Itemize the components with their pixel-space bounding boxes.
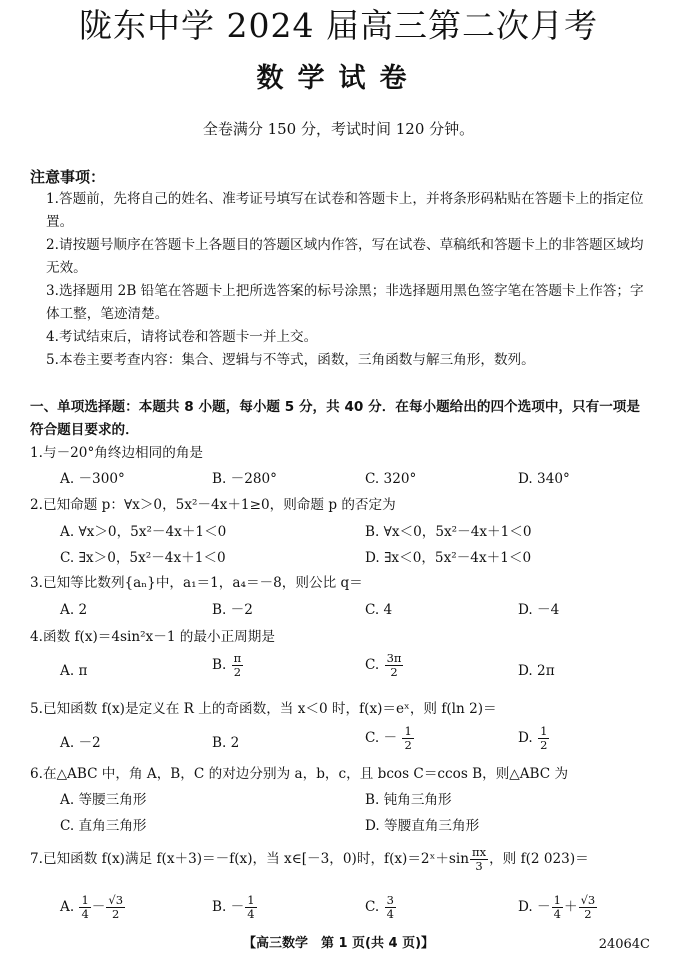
fraction (385, 894, 396, 921)
numerator: 1 (404, 724, 412, 738)
question-3-option-b: B. －2 (212, 602, 253, 618)
question-7-option-c (365, 894, 397, 921)
fraction (106, 894, 125, 921)
denominator: 2 (233, 665, 242, 679)
question-2-option-b: B. ∀x＜0，5x²－4x＋1＜0 (365, 524, 532, 540)
question-5-option-b: B. 2 (212, 735, 240, 751)
operator: ＋ (563, 899, 578, 915)
option-label: C. (365, 657, 380, 673)
numerator: 1 (81, 893, 89, 907)
numerator: 3π (386, 651, 402, 665)
notice-heading: 注意事项： (30, 168, 106, 186)
question-1-option-a: A. －300° (60, 471, 125, 487)
option-label: C. (365, 899, 380, 915)
numerator: 3 (386, 893, 394, 907)
denominator: 4 (386, 907, 394, 921)
page-footer: 【高三数学 第 1 页(共 4 页)】 (242, 936, 435, 951)
question-1-option-d: D. 340° (518, 471, 570, 487)
question-3-option-d: D. －4 (518, 602, 560, 618)
denominator: 2 (404, 738, 412, 752)
question-7-stem-start: 7.已知函数 f(x)满足 f(x＋3)＝－f(x)，当 x∈[－3，0)时，f(x)＝2ˣ＋sin (30, 851, 470, 867)
exam-subject: 数学试卷 (256, 63, 421, 94)
denominator: 3 (475, 859, 483, 873)
fraction (232, 652, 244, 679)
operator: － (91, 899, 106, 915)
question-7-option-a (60, 894, 126, 921)
fraction (385, 652, 404, 679)
question-1-option-b: B. －280° (212, 471, 277, 487)
question-2-stem: 2.已知命题 p：∀x＞0，5x²－4x＋1≥0，则命题 p 的否定为 (30, 497, 396, 513)
fraction (402, 725, 413, 752)
denominator: 2 (540, 738, 548, 752)
question-2-option-a: A. ∀x＞0，5x²－4x＋1＜0 (60, 524, 227, 540)
option-label: D. － (518, 899, 551, 915)
question-4-stem: 4.函数 f(x)＝4sin²x－1 的最小正周期是 (30, 629, 275, 645)
numerator: 1 (540, 724, 548, 738)
question-6-option-c: C. 直角三角形 (60, 818, 147, 834)
question-4-option-a: A. π (60, 663, 88, 679)
numerator: 1 (553, 893, 561, 907)
fraction (579, 894, 598, 921)
numerator: π (233, 651, 242, 665)
denominator: 4 (247, 907, 255, 921)
question-2-option-d: D. ∃x＜0，5x²－4x＋1＜0 (365, 550, 532, 566)
question-3-stem: 3.已知等比数列{aₙ}中，a₁＝1，a₄＝－8，则公比 q＝ (30, 575, 363, 591)
denominator: 2 (390, 665, 398, 679)
question-6-option-a: A. 等腰三角形 (60, 792, 147, 808)
question-7-stem-end: ，则 f(2 023)＝ (489, 851, 589, 867)
question-5-stem: 5.已知函数 f(x)是定义在 R 上的奇函数，当 x＜0 时，f(x)＝eˣ，则 f(ln 2)＝ (30, 701, 497, 717)
option-label: A. (60, 899, 75, 915)
numerator: πx (472, 845, 487, 859)
numerator: 1 (247, 893, 255, 907)
denominator: 4 (81, 907, 89, 921)
question-6-option-d: D. 等腰直角三角形 (365, 818, 480, 834)
notice-item-5: 5.本卷主要考查内容：集合、逻辑与不等式，函数，三角函数与解三角形，数列。 (46, 352, 535, 368)
question-4-option-c (365, 652, 404, 679)
denominator: 2 (584, 907, 592, 921)
notice-item-4: 4.考试结束后，请将试卷和答题卡一并上交。 (46, 329, 318, 345)
question-1-option-c: C. 320° (365, 471, 417, 487)
exam-note: 全卷满分 150 分，考试时间 120 分钟。 (202, 120, 475, 138)
question-4-option-d: D. 2π (518, 663, 555, 679)
question-6-option-b: B. 钝角三角形 (365, 792, 452, 808)
fraction (245, 894, 256, 921)
fraction (538, 725, 549, 752)
question-5-option-c (365, 725, 415, 752)
section-1-heading: 一、单项选择题：本题共 8 小题，每小题 5 分，共 40 分．在每小题给出的四个选项中，只有一项是符合题目要求的． (30, 399, 640, 438)
exam-title: 陇东中学 2024 届高三第二次月考 (79, 6, 598, 45)
option-label: C. － (365, 730, 398, 746)
question-3-option-c: C. 4 (365, 602, 393, 618)
denominator: 2 (112, 907, 120, 921)
numerator: √3 (108, 893, 124, 907)
question-5-option-a: A. －2 (60, 735, 101, 751)
question-6-stem: 6.在△ABC 中，角 A，B，C 的对边分别为 a，b，c，且 bcos C＝ccos B，则△ABC 为 (30, 766, 569, 782)
question-7-stem (30, 846, 655, 873)
option-label: D. (518, 730, 533, 746)
fraction (552, 894, 563, 921)
notice-item-2: 2.请按题号顺序在答题卡上各题目的答题区域内作答，写在试卷、草稿纸和答题卡上的非答题区域均无效。 (46, 237, 644, 276)
option-label: B. － (212, 899, 245, 915)
question-7-option-d (518, 894, 598, 921)
question-5-option-d (518, 725, 550, 752)
numerator: √3 (580, 893, 596, 907)
option-label: B. (212, 657, 227, 673)
notice-item-1: 1.答题前，先将自己的姓名、准考证号填写在试卷和答题卡上，并将条形码粘贴在答题卡上的指定位置。 (46, 191, 644, 230)
fraction (470, 846, 488, 873)
exam-code: 24064C (598, 937, 650, 952)
question-7-option-b (212, 894, 258, 921)
question-1-stem: 1.与－20°角终边相同的角是 (30, 445, 204, 461)
question-3-option-a: A. 2 (60, 602, 88, 618)
fraction (79, 894, 90, 921)
question-4-option-b (212, 652, 244, 679)
question-2-option-c: C. ∃x＞0，5x²－4x＋1＜0 (60, 550, 226, 566)
notice-item-3: 3.选择题用 2B 铅笔在答题卡上把所选答案的标号涂黑；非选择题用黑色签字笔在答题卡上作答；字体工整，笔迹清楚。 (46, 283, 644, 322)
denominator: 4 (553, 907, 561, 921)
